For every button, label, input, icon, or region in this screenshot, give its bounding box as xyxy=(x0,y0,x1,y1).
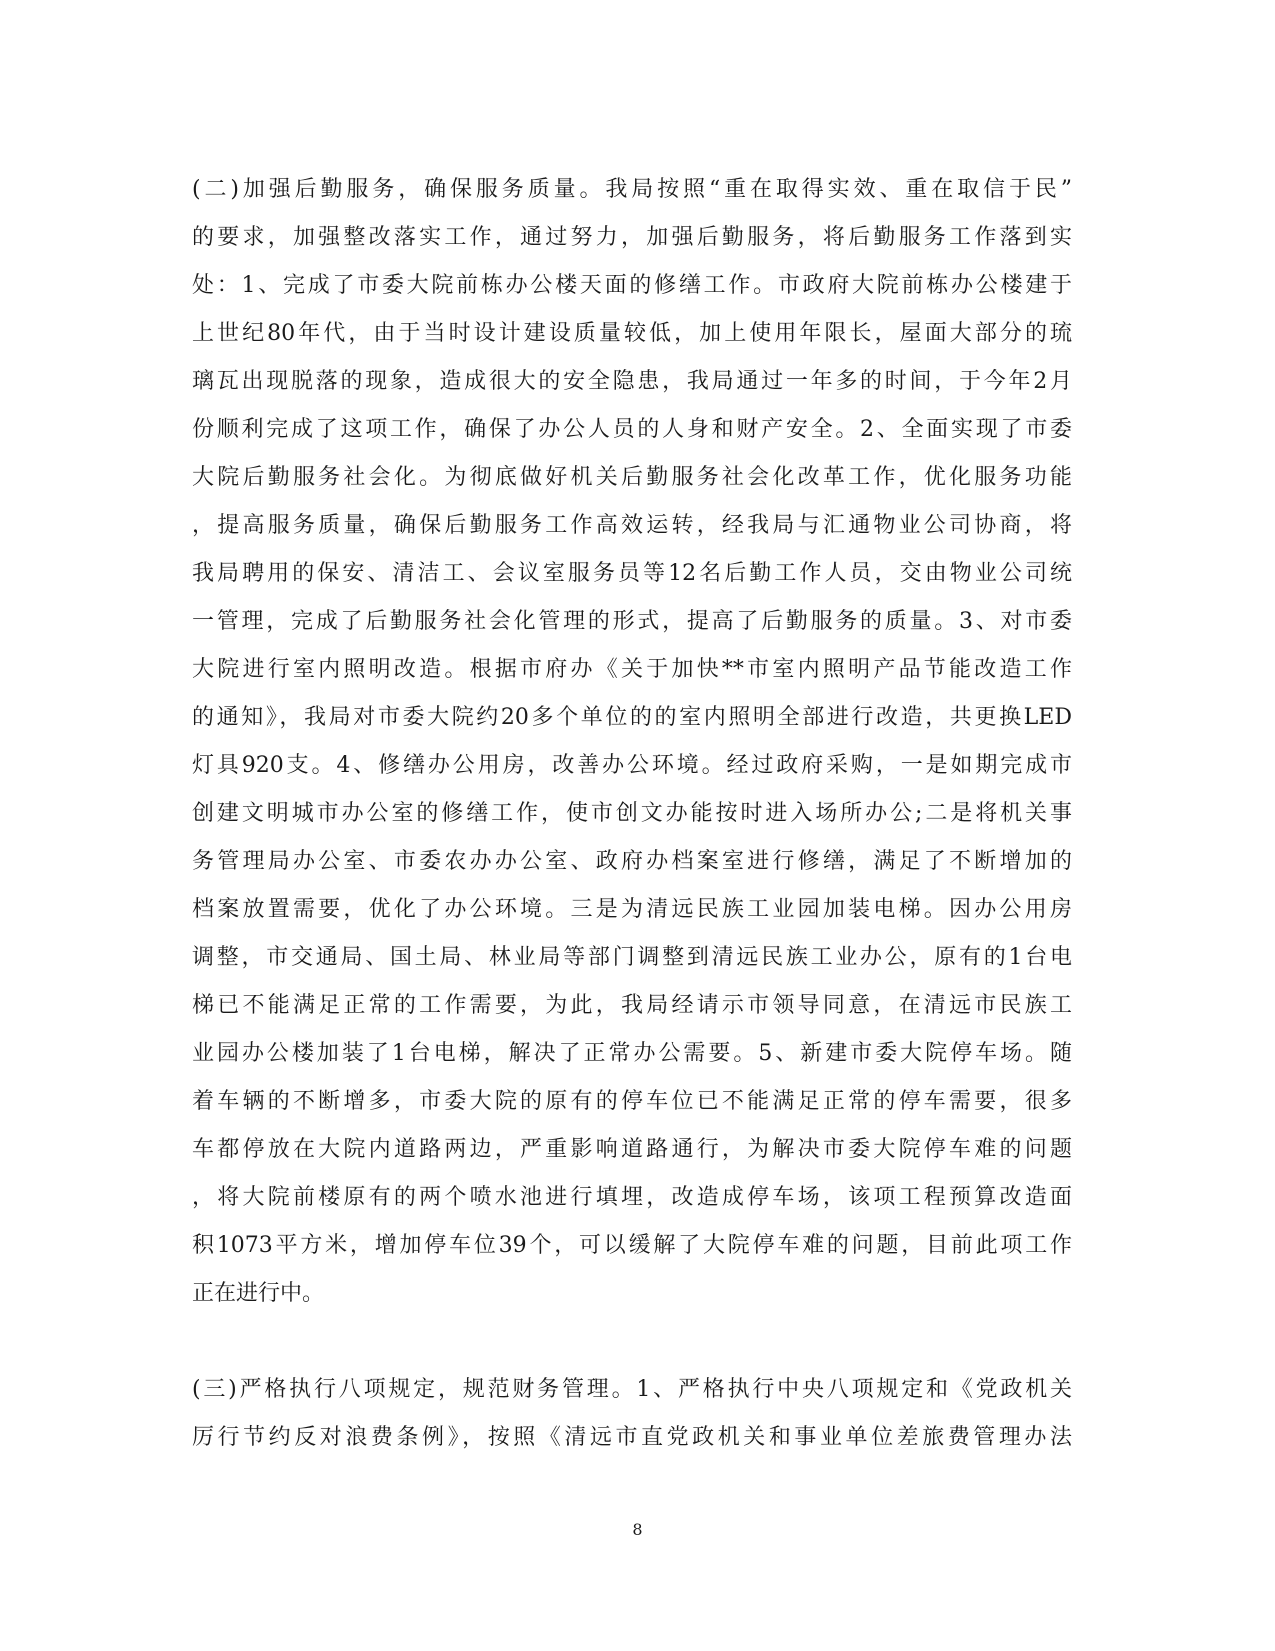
text-line: ，提高服务质量，确保后勤服务工作高效运转，经我局与汇通物业公司协商，将 xyxy=(192,513,1072,538)
text-line: 的通知》，我局对市委大院约20多个单位的的室内照明全部进行改造，共更换LED xyxy=(192,705,1072,730)
text-line: 车都停放在大院内道路两边，严重影响道路通行，为解决市委大院停车难的问题 xyxy=(192,1137,1072,1162)
text-line: 正在进行中。 xyxy=(192,1281,325,1306)
text-line: ，将大院前楼原有的两个喷水池进行填埋，改造成停车场，该项工程预算改造面 xyxy=(192,1185,1072,1210)
text-line: 业园办公楼加装了1台电梯，解决了正常办公需要。5、新建市委大院停车场。随 xyxy=(192,1041,1072,1066)
text-line: 一管理，完成了后勤服务社会化管理的形式，提高了后勤服务的质量。3、对市委 xyxy=(192,609,1072,634)
text-line: 积1073平方米，增加停车位39个，可以缓解了大院停车难的问题，目前此项工作 xyxy=(192,1233,1072,1258)
text-line: 调整，市交通局、国土局、林业局等部门调整到清远民族工业办公，原有的1台电 xyxy=(192,945,1072,970)
text-line: 大院进行室内照明改造。根据市府办《关于加快**市室内照明产品节能改造工作 xyxy=(192,657,1072,682)
paragraph-section-3 xyxy=(192,1366,1072,1462)
text-line: 我局聘用的保安、清洁工、会议室服务员等12名后勤工作人员，交由物业公司统 xyxy=(192,561,1072,586)
text-line: (二)加强后勤服务，确保服务质量。我局按照“重在取得实效、重在取信于民” xyxy=(192,177,1072,202)
document-body xyxy=(192,166,1072,1462)
text-line: (三)严格执行八项规定，规范财务管理。1、严格执行中央八项规定和《党政机关 xyxy=(192,1377,1072,1402)
text-line: 的要求，加强整改落实工作，通过努力，加强后勤服务，将后勤服务工作落到实 xyxy=(192,225,1072,250)
text-line: 上世纪80年代，由于当时设计建设质量较低，加上使用年限长，屋面大部分的琉 xyxy=(192,321,1072,346)
text-line: 梯已不能满足正常的工作需要，为此，我局经请示市领导同意，在清远市民族工 xyxy=(192,993,1072,1018)
text-line: 着车辆的不断增多，市委大院的原有的停车位已不能满足正常的停车需要，很多 xyxy=(192,1089,1072,1114)
paragraph-section-2 xyxy=(192,166,1072,1318)
paragraph-gap xyxy=(192,1318,1072,1366)
text-line: 灯具920支。4、修缮办公用房，改善办公环境。经过政府采购，一是如期完成市 xyxy=(192,753,1072,778)
text-line: 档案放置需要，优化了办公环境。三是为清远民族工业园加装电梯。因办公用房 xyxy=(192,897,1072,922)
text-line: 处：1、完成了市委大院前栋办公楼天面的修缮工作。市政府大院前栋办公楼建于 xyxy=(192,273,1072,298)
page-number: 8 xyxy=(632,1520,643,1539)
text-line: 创建文明城市办公室的修缮工作，使市创文办能按时进入场所办公;二是将机关事 xyxy=(192,801,1072,826)
text-line: 份顺利完成了这项工作，确保了办公人员的人身和财产安全。2、全面实现了市委 xyxy=(192,417,1072,442)
text-line: 厉行节约反对浪费条例》，按照《清远市直党政机关和事业单位差旅费管理办法 xyxy=(192,1425,1072,1450)
text-line: 璃瓦出现脱落的现象，造成很大的安全隐患，我局通过一年多的时间，于今年2月 xyxy=(192,369,1072,394)
text-line: 大院后勤服务社会化。为彻底做好机关后勤服务社会化改革工作，优化服务功能 xyxy=(192,465,1072,490)
text-line: 务管理局办公室、市委农办办公室、政府办档案室进行修缮，满足了不断增加的 xyxy=(192,849,1072,874)
